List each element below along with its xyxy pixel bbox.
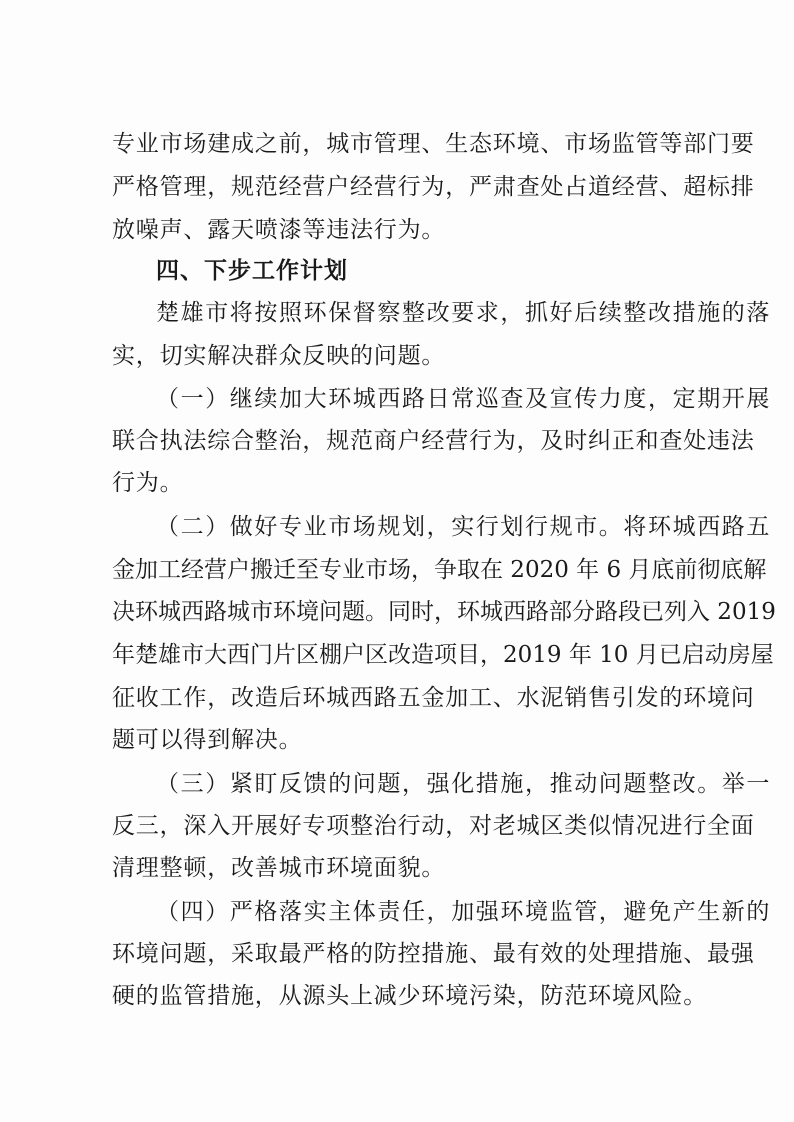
paragraph-line: 题可以得到解决。 [112, 727, 303, 753]
paragraph-line: 环境问题，采取最严格的防控措施、最有效的处理措施、最强 [112, 941, 755, 967]
paragraph-line: 决环城西路城市环境问题。同时，环城西路部分路段已列入 2019 [112, 599, 776, 625]
paragraph-line: 专业市场建成之前，城市管理、生态环境、市场监管等部门要 [112, 131, 755, 157]
paragraph-line: 反三，深入开展好专项整治行动，对老城区类似情况进行全面 [112, 813, 755, 839]
section-heading: 四、下步工作计划 [156, 257, 348, 284]
paragraph-line: 年楚雄市大西门片区棚户区改造项目，2019 年 10 月已启动房屋 [112, 642, 774, 668]
paragraph-line: （三）紧盯反馈的问题，强化措施，推动问题整改。举一 [156, 771, 771, 797]
paragraph-line: 放噪声、露天喷漆等违法行为。 [112, 217, 446, 243]
paragraph-line: （一）继续加大环城西路日常巡查及宣传力度，定期开展 [156, 386, 771, 412]
paragraph-line: 硬的监管措施，从源头上减少环境污染，防范环境风险。 [112, 983, 707, 1009]
paragraph-line: 联合执法综合整治，规范商户经营行为，及时纠正和查处违法 [112, 428, 755, 454]
paragraph-line: 严格管理，规范经营户经营行为，严肃查处占道经营、超标排 [112, 174, 755, 200]
paragraph-line: 金加工经营户搬迁至专业市场，争取在 2020 年 6 月底前彻底解 [112, 557, 767, 583]
paragraph-line: （二）做好专业市场规划，实行划行规市。将环城西路五 [156, 514, 771, 540]
paragraph-line: 行为。 [112, 470, 184, 496]
paragraph-line: 实，切实解决群众反映的问题。 [112, 343, 446, 369]
paragraph-line: 清理整顿，改善城市环境面貌。 [112, 855, 446, 881]
paragraph-line: （四）严格落实主体责任，加强环境监管，避免产生新的 [156, 899, 771, 925]
paragraph-line: 征收工作，改造后环城西路五金加工、水泥销售引发的环境问 [112, 685, 755, 711]
paragraph-line: 楚雄市将按照环保督察整改要求，抓好后续整改措施的落 [156, 300, 771, 326]
